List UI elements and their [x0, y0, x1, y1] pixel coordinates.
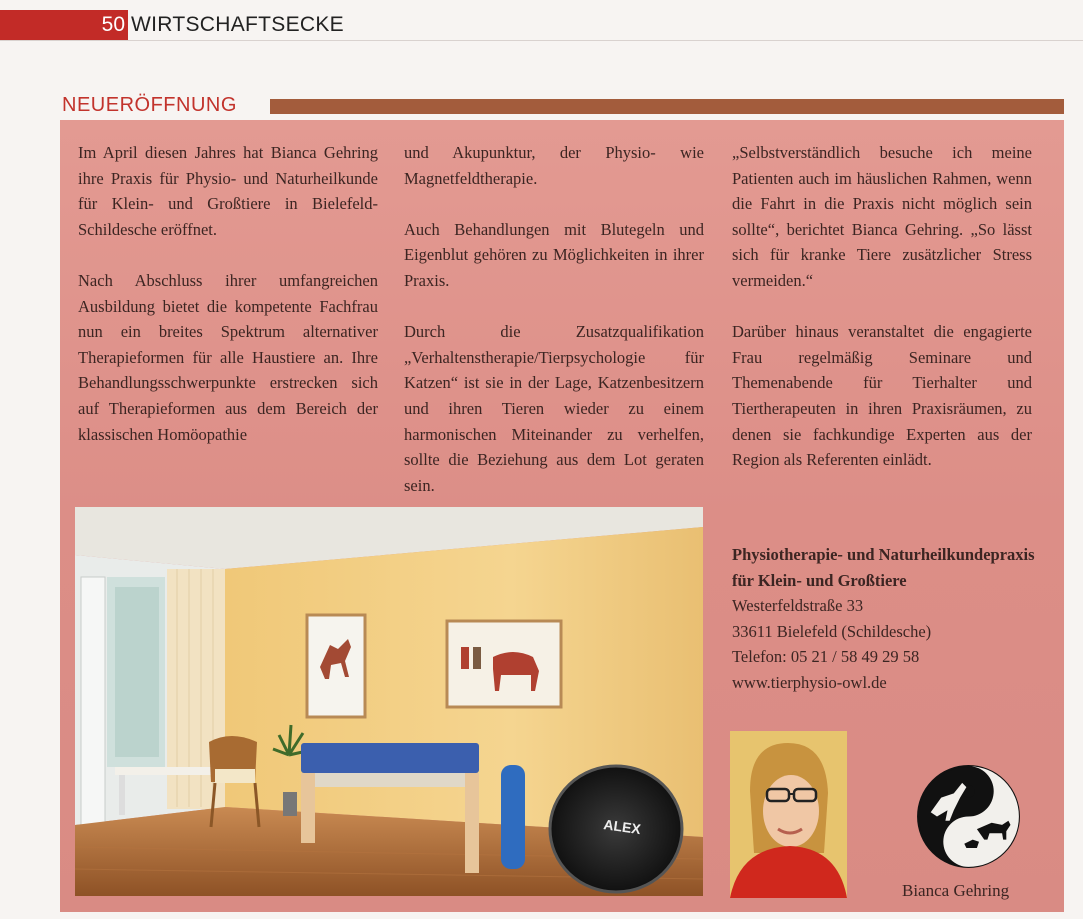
trampoline-brand: ALEX — [602, 816, 642, 838]
page-number: 50 — [0, 10, 128, 40]
paragraph: Auch Behandlungen mit Blutegeln und Eigenblut gehören zu Möglichkeiten in ihrer Praxis. — [404, 219, 704, 290]
practice-logo — [916, 764, 1021, 869]
text-column-3 — [732, 140, 1032, 498]
contact-street: Westerfeldstraße 33 — [732, 596, 864, 616]
article-kicker: NEUERÖFFNUNG — [62, 94, 237, 116]
portrait-photo — [730, 731, 847, 898]
section-title: WIRTSCHAFTSECKE — [131, 13, 344, 36]
photo-caption: Bianca Gehring — [902, 881, 1010, 900]
treatment-room-photo — [75, 507, 703, 896]
contact-org: Physiotherapie- und Naturheilkundepraxis für Klein- und Großtiere — [732, 545, 1035, 590]
paragraph: und Akupunktur, der Physio- wie Magnetfeldtherapie. — [404, 143, 704, 188]
kicker-bar — [270, 99, 1064, 114]
text-column-1 — [78, 140, 378, 473]
contact-block — [732, 542, 1042, 696]
contact-city: 33611 Bielefeld (Schildesche) — [732, 621, 932, 641]
contact-website: www.tierphysio-owl.de — [732, 672, 887, 692]
paragraph: Nach Abschluss ihrer umfangreichen Ausbildung bietet die kompetente Fachfrau nun ein breites Spektrum alternativer Therapieformen für alle Haustiere an. Ihre Behandlungsschwerpunkte erstrecken sich auf Therapieformen aus dem Bereich der klassischen Homöopathie — [78, 270, 378, 444]
paragraph: „Selbstverständlich besuche ich meine Patienten auch im häuslichen Rahmen, wenn die Fahrt in die Praxis nicht möglich sein sollte“, berichtet Bianca Gehring. „So lässt sich für kranke Tiere zusätzlicher Stress vermeiden.“ — [732, 143, 1032, 290]
paragraph: Darüber hinaus veranstaltet die engagierte Frau regelmäßig Seminare und Themenabende für Tierhalter und Tiertherapeuten in ihren Praxisräumen, zu denen sie fachkundige Experten aus der Region als Referenten einlädt. — [732, 322, 1032, 470]
paragraph: Durch die Zusatzqualifikation „Verhaltenstherapie/Tierpsychologie für Katzen“ ist sie in der Lage, Katzenbesitzern und ihren Tieren wieder zu einem harmonischen Miteinander zu verhelfen, sollte die Beziehung aus dem Lot geraten sein. — [404, 322, 704, 495]
contact-phone: Telefon: 05 21 / 58 49 29 58 — [732, 647, 920, 667]
header-divider — [0, 40, 1083, 41]
text-column-2 — [404, 140, 704, 524]
paragraph: Im April diesen Jahres hat Bianca Gehring ihre Praxis für Physio- und Naturheilkunde für Klein- und Großtiere in Bielefeld-Schildesche eröffnet. — [78, 143, 378, 239]
